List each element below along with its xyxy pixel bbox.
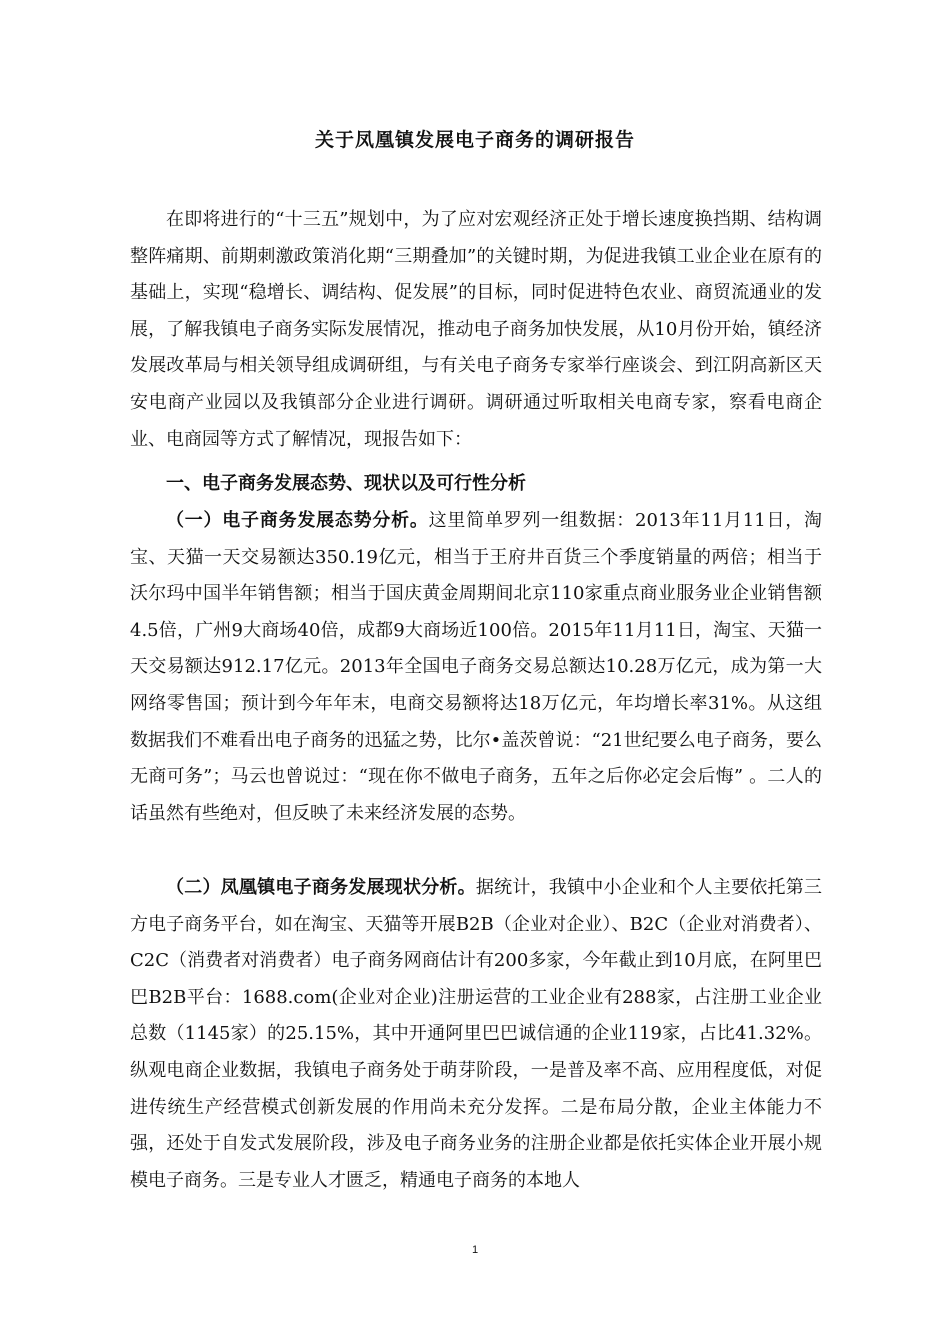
section-heading: 一、电子商务发展态势、现状以及可行性分析 <box>166 473 526 494</box>
intro-paragraph: 在即将进行的“十三五”规划中，为了应对宏观经济正处于增长速度换挡期、结构调整阵痛期、前期刺激政策消化期“三期叠加”的关键时期，为促进我镇工业企业在原有的基础上，实现“稳增长、调结构、促发展”的目标，同时促进特色农业、商贸流通业的发展，了解我镇电子商务实际发展情况，推动电子商务加快发展，从10月份开始，镇经济发展改革局与相关领导组成调研组，与有关电子商务专家举行座谈会、到江阴高新区天安电商产业园以及我镇部分企业进行调研。调研通过听取相关电商专家，察看电商企业、电商园等方式了解情况，现报告如下： <box>130 209 822 450</box>
subsection-1-heading: （一）电子商务发展态势分析。 <box>166 510 429 531</box>
subsection-1-body: 这里简单罗列一组数据：2013年11月11日，淘宝、天猫一天交易额达350.19亿元，相当于王府井百货三个季度销量的两倍；相当于沃尔玛中国半年销售额；相当于国庆黄金周期间北京110家重点商业服务业企业销售额4.5倍，广州9大商场40倍，成都9大商场近100倍。2015年11月11日，淘宝、天猫一天交易额达912.17亿元。2013年全国电子商务交易总额达10.28万亿元，成为第一大网络零售国；预计到今年年末，电商交易额将达18万亿元，年均增长率31%。从这组数据我们不难看出电子商务的迅猛之势，比尔•盖茨曾说：“21世纪要么电子商务，要么无商可务”；马云也曾说过：“现在你不做电子商务，五年之后你必定会后悔” 。二人的话虽然有些绝对，但反映了未来经济发展的态势。 <box>130 510 822 824</box>
subsection-2-body: 据统计，我镇中小企业和个人主要依托第三方电子商务平台，如在淘宝、天猫等开展B2B（企业对企业）、B2C（企业对消费者）、C2C（消费者对消费者）电子商务网商估计有200多家，今年截止到10月底，在阿里巴巴B2B平台：1688.com(企业对企业)注册运营的工业企业有288家，占注册工业企业总数（1145家）的25.15%，其中开通阿里巴巴诚信通的企业119家，占比41.32%。纵观电商企业数据，我镇电子商务处于萌芽阶段，一是普及率不高、应用程度低，对促进传统生产经营模式创新发展的作用尚未充分发挥。二是布局分散，企业主体能力不强，还处于自发式发展阶段，涉及电子商务业务的注册企业都是依托实体企业开展小规模电子商务。三是专业人才匮乏，精通电子商务的本地人 <box>130 877 823 1191</box>
page-number: 1 <box>471 1244 479 1256</box>
subsection-1-paragraph <box>130 503 822 832</box>
document-title: 关于凤凰镇发展电子商务的调研报告 <box>314 129 635 151</box>
subsection-2-paragraph <box>130 870 822 1199</box>
subsection-2-heading: （二）凤凰镇电子商务发展现状分析。 <box>166 877 476 898</box>
